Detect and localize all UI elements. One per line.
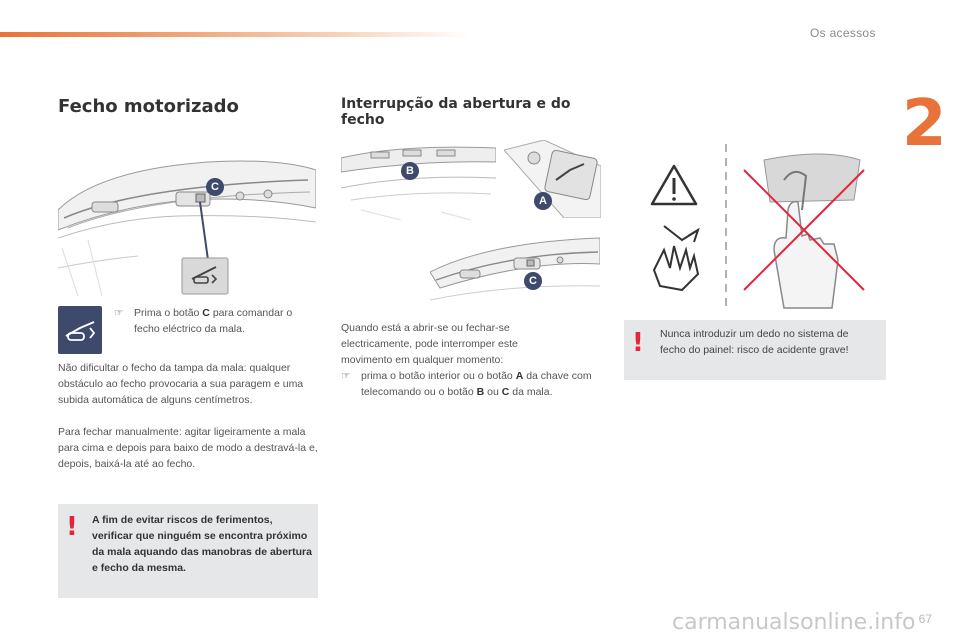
left-paragraph-2: Para fechar manualmente: agitar ligeiramente a mala para cima e depois para baixo de modo a destravá-la e, depois, baixá-la até ao fecho. [58,426,318,470]
right-warning-box [624,320,886,380]
bullet-suffix: para comandar o fecho eléctrico da mala. [134,307,293,335]
warning-exclamation-icon: ! [632,328,644,358]
left-warning-text: A fim de evitar riscos de ferimentos, verificar que ninguém se encontra próximo da mala aquando das manobras de abertura e fecho da mesma. [92,514,312,574]
middle-bullet-part-1: prima o botão interior ou o botão [361,370,513,382]
warning-illustration [624,140,886,312]
bullet-prefix: Prima o botão [134,307,200,319]
bullet-icon: ☞ [114,307,124,319]
middle-bullet-part-3: ou [487,386,499,398]
section-name: Os acessos [810,26,876,40]
right-warning-text: Nunca introduzir um dedo no sistema de fecho do painel: risco de acidente grave! [660,328,849,356]
title-fecho-motorizado: Fecho motorizado [58,96,239,117]
bullet-icon: ☞ [341,370,351,382]
trunk-button-c-icon [190,265,220,287]
left-paragraph-1: Não dificultar o fecho da tampa da mala: qualquer obstáculo ao fecho provocaria a sua paragem e uma subida automática de alguns centímetros. [58,362,304,406]
title-interrupcao: Interrupção da abertura e do fecho [341,96,571,128]
callout-badge-b: B [401,162,419,180]
callout-badge-c-middle: C [524,272,542,290]
middle-bullet-part-2: da chave com telecomando ou o botão [361,370,592,398]
remote-key-illustration [504,140,601,218]
callout-badge-c: C [206,178,224,196]
exterior-button-illustration [430,234,600,310]
header-accent-bar [0,32,470,37]
left-bullet [114,305,314,337]
bullet-key-a: A [515,370,524,382]
trunk-close-button-icon [58,306,102,354]
left-warning-box [58,504,318,598]
middle-paragraph: Quando está a abrir-se ou fechar-se electricamente, pode interromper este movimento em qualquer momento: [341,322,518,366]
tailgate-illustration [58,148,316,296]
page-number: 67 [918,612,932,626]
middle-bullet-part-4: da mala. [512,386,553,398]
callout-badge-a: A [534,192,552,210]
watermark: carmanualsonline.info [672,610,916,635]
middle-bullet [341,368,603,400]
bullet-key-c-middle: C [501,386,510,398]
chapter-number: 2 [902,87,947,161]
bullet-key-c: C [202,307,210,319]
bullet-key-b: B [476,386,485,398]
interior-button-illustration [341,140,496,220]
warning-exclamation-icon: ! [66,512,78,542]
